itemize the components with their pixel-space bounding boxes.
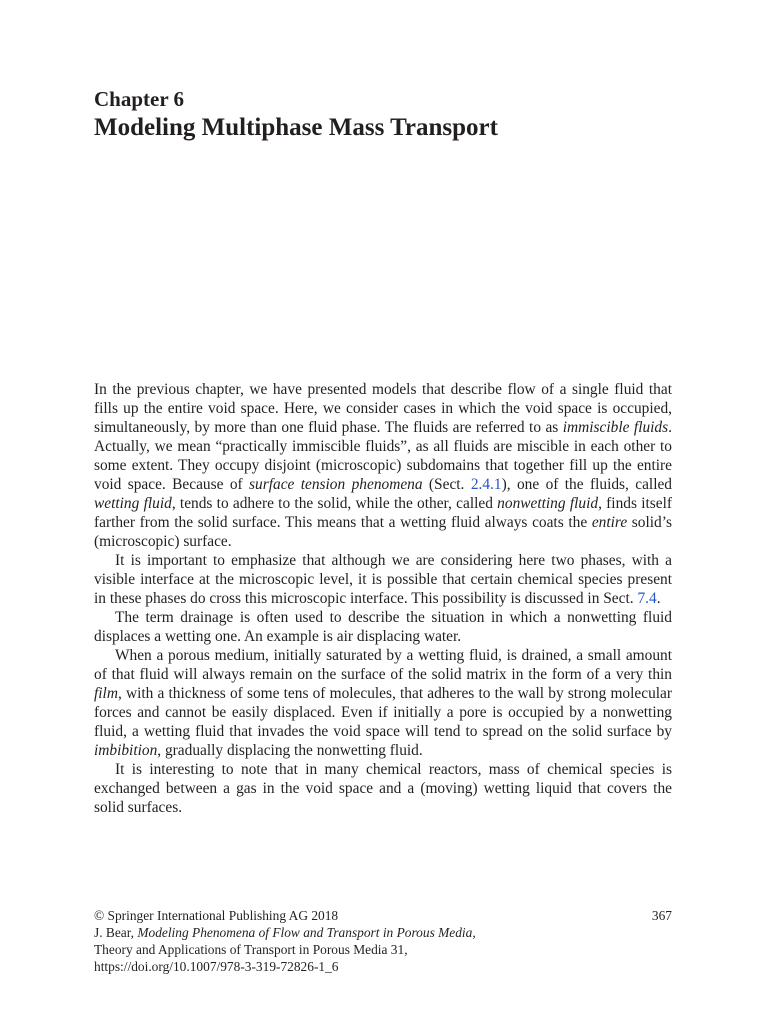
body-paragraph: [94, 608, 672, 646]
emphasized-term: wetting fluid: [94, 495, 172, 512]
text-run: It is interesting to note that in many chemical reactors, mass of chemical species is exchanged between a gas in the void space and a (moving) wetting liquid that covers the solid surfaces.: [94, 761, 672, 816]
text-run: , tends to adhere to the solid, while the other, called: [171, 495, 498, 512]
citation-line: [94, 924, 672, 941]
chapter-title: Modeling Multiphase Mass Transport: [94, 114, 498, 141]
emphasized-term: nonwetting fluid: [497, 495, 599, 512]
text-run: .: [656, 590, 661, 607]
emphasized-term: entire: [591, 514, 628, 531]
body-paragraph: [94, 760, 672, 817]
text-run: , finds itself farther from the solid surface. This means that a wetting fluid always coats the: [94, 495, 672, 531]
section-reference-link[interactable]: 7.4: [637, 590, 657, 607]
text-run: solid’s (microscopic) surface.: [94, 514, 673, 550]
doi-link[interactable]: https://doi.org/10.1007/978-3-319-72826-1_6: [94, 959, 339, 974]
text-run: In the previous chapter, we have presented models that describe flow of a single fluid that fills up the entire void space. Here, we consider cases in which the void space is occupied, simultaneously, by more than one fluid phase. The fluids are referred to as: [94, 381, 672, 436]
text-run: , gradually displacing the nonwetting fluid.: [157, 742, 423, 759]
section-reference-link[interactable]: 2.4.1: [470, 476, 502, 493]
copyright-line: © Springer International Publishing AG 2018: [94, 908, 339, 923]
body-paragraph: [94, 551, 672, 608]
emphasized-term: surface tension phenomena: [249, 476, 423, 493]
text-run: (Sect.: [422, 476, 471, 493]
page-number: 367: [651, 908, 672, 923]
page-footer: [94, 907, 672, 975]
series-line: Theory and Applications of Transport in Porous Media 31,: [94, 942, 408, 957]
text-run: When a porous medium, initially saturated by a wetting fluid, is drained, a small amount of that fluid will always remain on the surface of the solid matrix in the form of a very thin: [94, 647, 672, 683]
text-run: It is important to emphasize that although we are considering here two phases, with a visible interface at the microscopic level, it is possible that certain chemical species present in these phases do cross this microscopic interface. This possibility is discussed in Sect.: [94, 552, 672, 607]
chapter-body-text: [94, 380, 672, 817]
body-paragraph: [94, 380, 672, 551]
citation-book-title: Modeling Phenomena of Flow and Transport in Porous Media: [137, 925, 473, 940]
citation-punct: ,: [472, 925, 476, 940]
text-run: , with a thickness of some tens of molecules, that adheres to the wall by strong molecular forces and cannot be easily displaced. Even if initially a pore is occupied by a nonwetting fluid, a wetting fluid that invades the void space will tend to spread on the solid surface by: [94, 685, 672, 740]
text-run: . Actually, we mean “practically immiscible fluids”, as all fluids are miscible in each other to some extent. They occupy disjoint (microscopic) subdomains that together fill up the entire void space. Because of: [94, 419, 672, 493]
text-run: The term drainage is often used to describe the situation in which a nonwetting fluid displaces a wetting one. An example is air displacing water.: [94, 609, 672, 645]
emphasized-term: imbibition: [94, 742, 158, 759]
chapter-label: Chapter 6: [94, 87, 185, 111]
text-run: ), one of the fluids, called: [501, 476, 673, 493]
emphasized-term: film: [94, 685, 118, 702]
emphasized-term: immiscible fluids: [562, 419, 669, 436]
citation-author: J. Bear,: [94, 925, 138, 940]
body-paragraph: [94, 646, 672, 760]
